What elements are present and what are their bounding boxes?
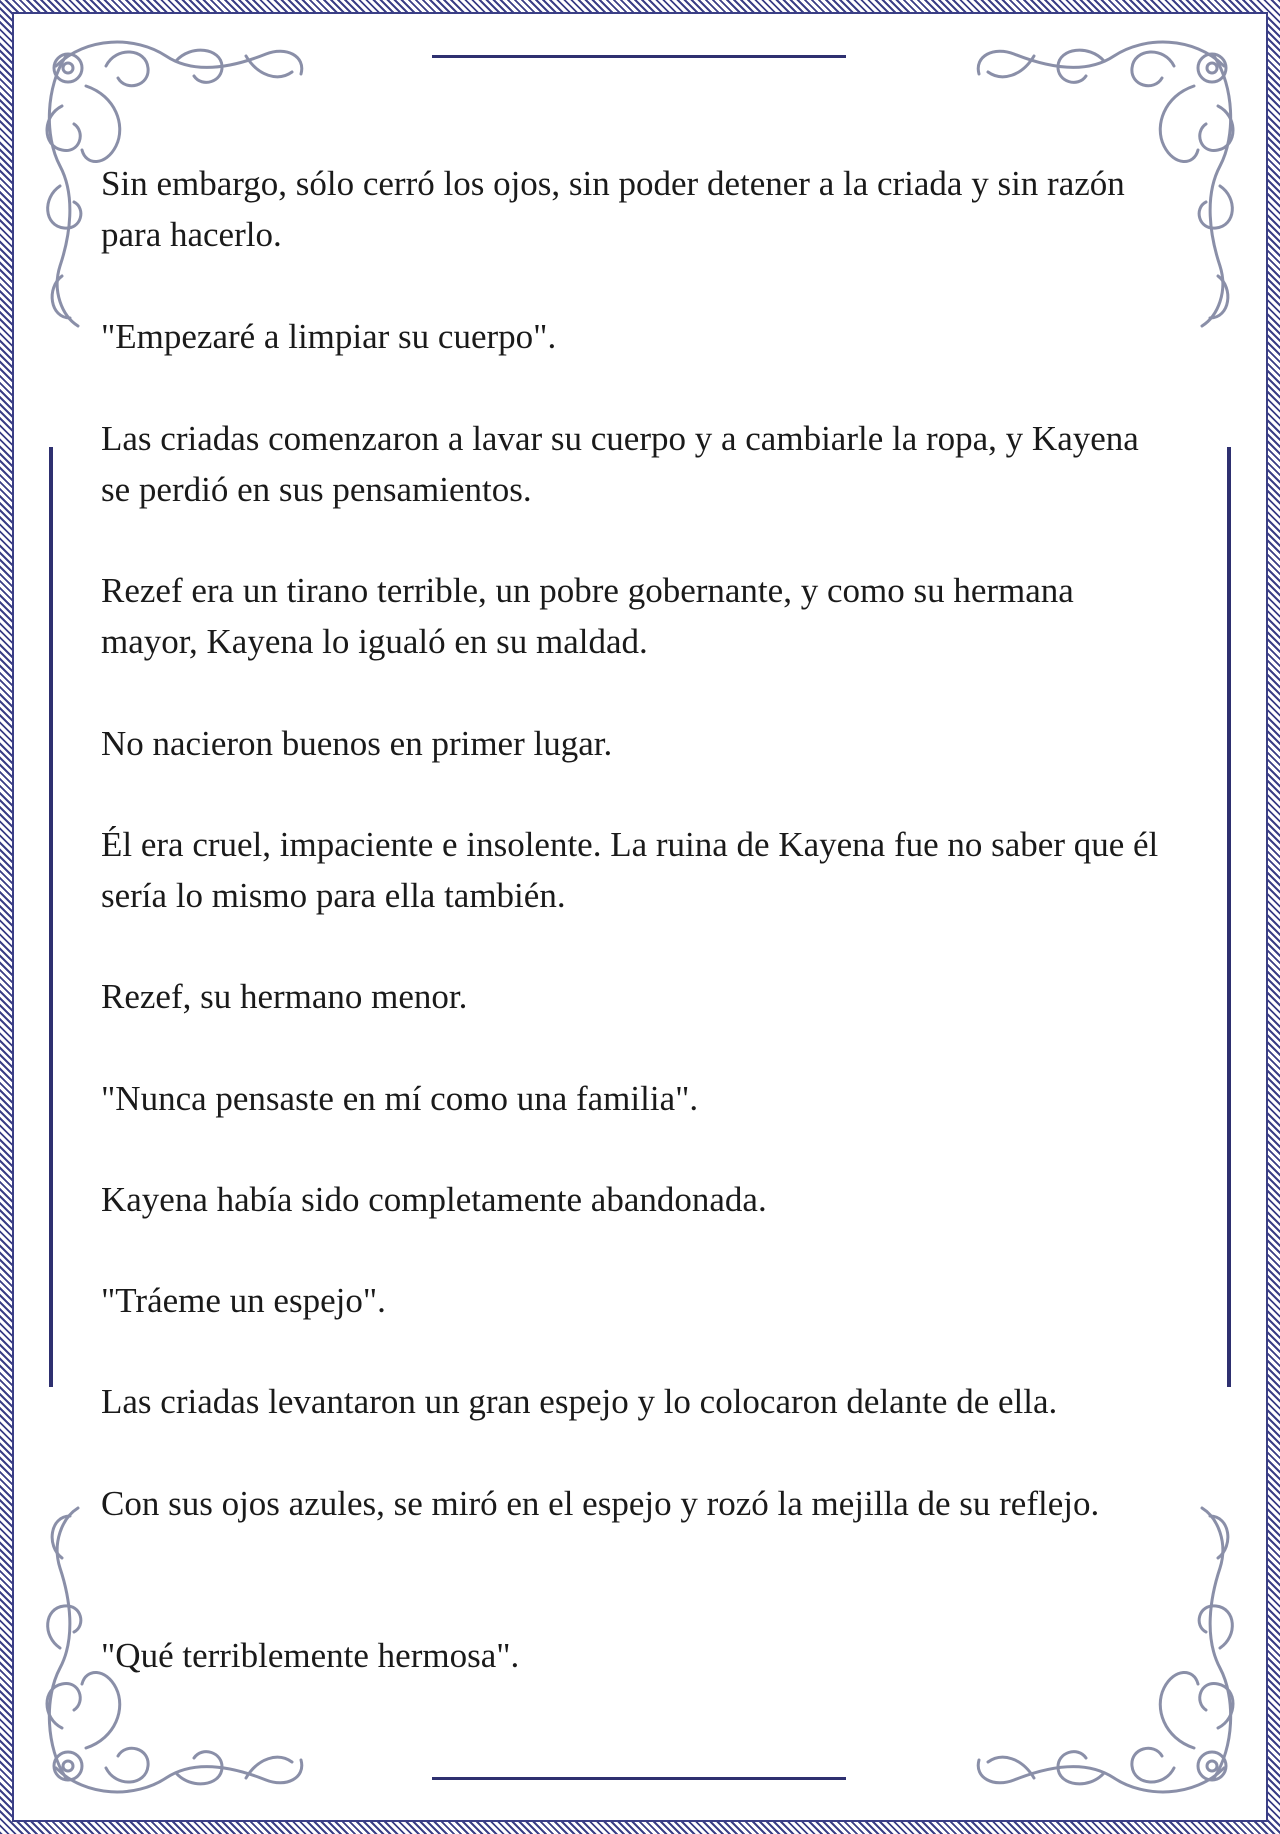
paragraph: Sin embargo, sólo cerró los ojos, sin poder detener a la criada y sin razón para hacerlo.: [101, 164, 1125, 254]
left-side-rule: [49, 447, 53, 1387]
bottom-rule: [432, 1777, 846, 1780]
paragraph: No nacieron buenos en primer lugar.: [101, 724, 613, 763]
paragraph: "Qué terriblemente hermosa".: [101, 1636, 520, 1675]
paragraph: Las criadas levantaron un gran espejo y lo colocaron delante de ella.: [101, 1382, 1058, 1421]
right-side-rule: [1227, 447, 1231, 1387]
top-rule: [432, 55, 846, 58]
paragraph: Con sus ojos azules, se miró en el espejo y rozó la mejilla de su reflejo.: [101, 1484, 1100, 1523]
paragraph: Rezef, su hermano menor.: [101, 977, 468, 1016]
paragraph: "Empezaré a limpiar su cuerpo".: [101, 317, 557, 356]
paragraph: Rezef era un tirano terrible, un pobre gobernante, y como su hermana mayor, Kayena lo igualó en su maldad.: [101, 571, 1074, 661]
paragraph: Kayena había sido completamente abandonada.: [101, 1180, 767, 1219]
paragraph: "Nunca pensaste en mí como una familia".: [101, 1079, 699, 1118]
paragraph: Él era cruel, impaciente e insolente. La ruina de Kayena fue no saber que él sería lo mismo para ella también.: [101, 825, 1159, 915]
paragraph: "Tráeme un espejo".: [101, 1281, 386, 1320]
paragraph: Las criadas comenzaron a lavar su cuerpo y a cambiarle la ropa, y Kayena se perdió en sus pensamientos.: [101, 419, 1139, 509]
